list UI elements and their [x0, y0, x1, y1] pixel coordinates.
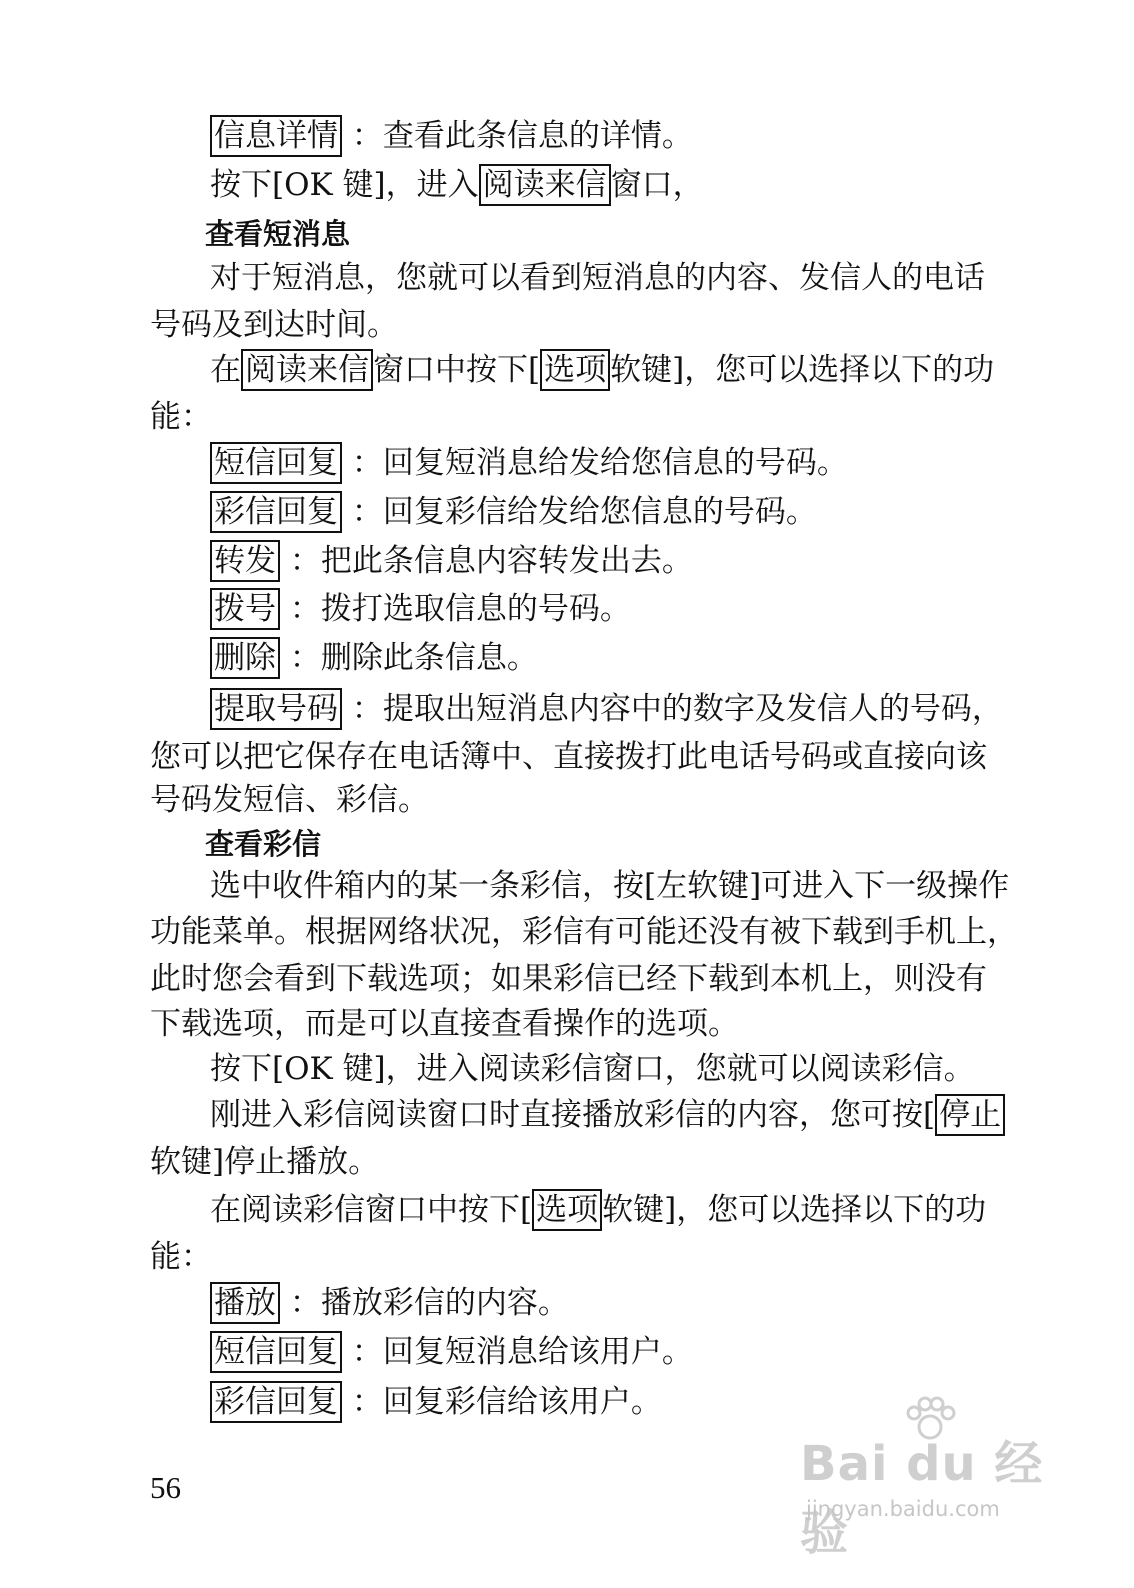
text-line — [0, 1188, 1134, 1232]
text-run: ：回复短消息给发给您信息的号码。 — [342, 445, 848, 481]
text-line — [0, 303, 1134, 347]
text-line — [0, 490, 1134, 534]
text-line — [0, 587, 1134, 631]
watermark-url: jingyan.baidu.com — [806, 1497, 1000, 1521]
text-line — [0, 1140, 1134, 1184]
boxed-term: 转发 — [210, 540, 280, 582]
boxed-term: 彩信回复 — [210, 491, 342, 533]
text-line — [0, 163, 1134, 207]
text-line — [0, 687, 1134, 731]
boxed-term: 短信回复 — [210, 442, 342, 484]
text-run: 窗口中按下[ — [373, 352, 541, 388]
text-run: ：拨打选取信息的号码。 — [280, 591, 631, 627]
text-line — [0, 910, 1134, 954]
text-run: 刚进入彩信阅读窗口时直接播放彩信的内容，您可按[ — [210, 1097, 936, 1133]
boxed-term: 彩信回复 — [210, 1381, 342, 1423]
text-line — [0, 1235, 1134, 1279]
boxed-term: 短信回复 — [210, 1331, 342, 1373]
text-run: 查看彩信 — [205, 827, 322, 861]
text-line — [0, 735, 1134, 779]
boxed-term: 提取号码 — [210, 688, 342, 730]
text-line — [0, 864, 1134, 908]
text-run: 功能菜单。根据网络状况，彩信有可能还没有被下载到手机上， — [150, 914, 1018, 950]
text-line — [0, 957, 1134, 1001]
text-line — [0, 114, 1134, 158]
text-run: ：播放彩信的内容。 — [280, 1285, 569, 1321]
section-heading — [0, 212, 1134, 256]
boxed-term: 选项 — [532, 1189, 602, 1231]
text-run: 选中收件箱内的某一条彩信，按[左软键]可进入下一级操作 — [210, 868, 1010, 904]
section-heading — [0, 822, 1134, 866]
text-run: ：删除此条信息。 — [280, 640, 538, 676]
text-line — [0, 778, 1134, 822]
boxed-term: 阅读来信 — [479, 164, 611, 206]
text-run: 按下[OK 键]，进入 — [210, 167, 479, 203]
boxed-term: 停止 — [935, 1094, 1005, 1136]
text-run: ：把此条信息内容转发出去。 — [280, 543, 693, 579]
text-run: 您可以把它保存在电话簿中、直接拨打此电话号码或直接向该 — [150, 739, 987, 775]
text-run: 下载选项，而是可以直接查看操作的选项。 — [150, 1006, 739, 1042]
text-line — [0, 539, 1134, 583]
text-run: 查看短消息 — [205, 217, 351, 251]
text-run: 号码发短信、彩信。 — [150, 782, 429, 818]
text-run: 软键]，您可以选择以下的功 — [610, 352, 995, 388]
text-line — [0, 256, 1134, 300]
text-line — [0, 348, 1134, 392]
text-run: ：提取出短消息内容中的数字及发信人的号码， — [342, 691, 1003, 727]
text-run: 窗口， — [610, 167, 704, 203]
text-line — [0, 441, 1134, 485]
text-line — [0, 636, 1134, 680]
text-run: ：回复彩信给该用户。 — [342, 1384, 662, 1420]
watermark — [800, 1405, 1060, 1561]
text-run: 按下[OK 键]，进入阅读彩信窗口，您就可以阅读彩信。 — [210, 1051, 975, 1087]
text-line — [0, 1047, 1134, 1091]
watermark-logo: Bai du 经验 — [800, 1436, 1044, 1561]
text-run: 在阅读彩信窗口中按下[ — [210, 1192, 533, 1228]
page-number: 56 — [150, 1470, 181, 1505]
boxed-term: 阅读来信 — [241, 349, 373, 391]
text-run: 此时您会看到下载选项；如果彩信已经下载到本机上，则没有 — [150, 961, 987, 997]
boxed-term: 播放 — [210, 1282, 280, 1324]
text-line — [0, 1002, 1134, 1046]
text-line — [0, 1330, 1134, 1374]
text-line — [0, 395, 1134, 439]
text-run: 对于短消息，您就可以看到短消息的内容、发信人的电话 — [210, 260, 985, 296]
text-run: ：回复短消息给该用户。 — [342, 1334, 693, 1370]
boxed-term: 选项 — [540, 349, 610, 391]
text-line — [0, 1281, 1134, 1325]
text-run: 号码及到达时间。 — [150, 307, 398, 343]
boxed-term: 信息详情 — [210, 115, 342, 157]
text-run: 软键]，您可以选择以下的功 — [602, 1192, 987, 1228]
text-line — [0, 1093, 1134, 1137]
boxed-term: 删除 — [210, 637, 280, 679]
boxed-term: 拨号 — [210, 588, 280, 630]
text-run: 在 — [210, 352, 241, 388]
text-run: 能： — [150, 1239, 212, 1275]
text-run: 能： — [150, 399, 212, 435]
text-run: ：回复彩信给发给您信息的号码。 — [342, 494, 817, 530]
text-run: ：查看此条信息的详情。 — [342, 118, 693, 154]
text-run: 软键]停止播放。 — [150, 1144, 380, 1180]
